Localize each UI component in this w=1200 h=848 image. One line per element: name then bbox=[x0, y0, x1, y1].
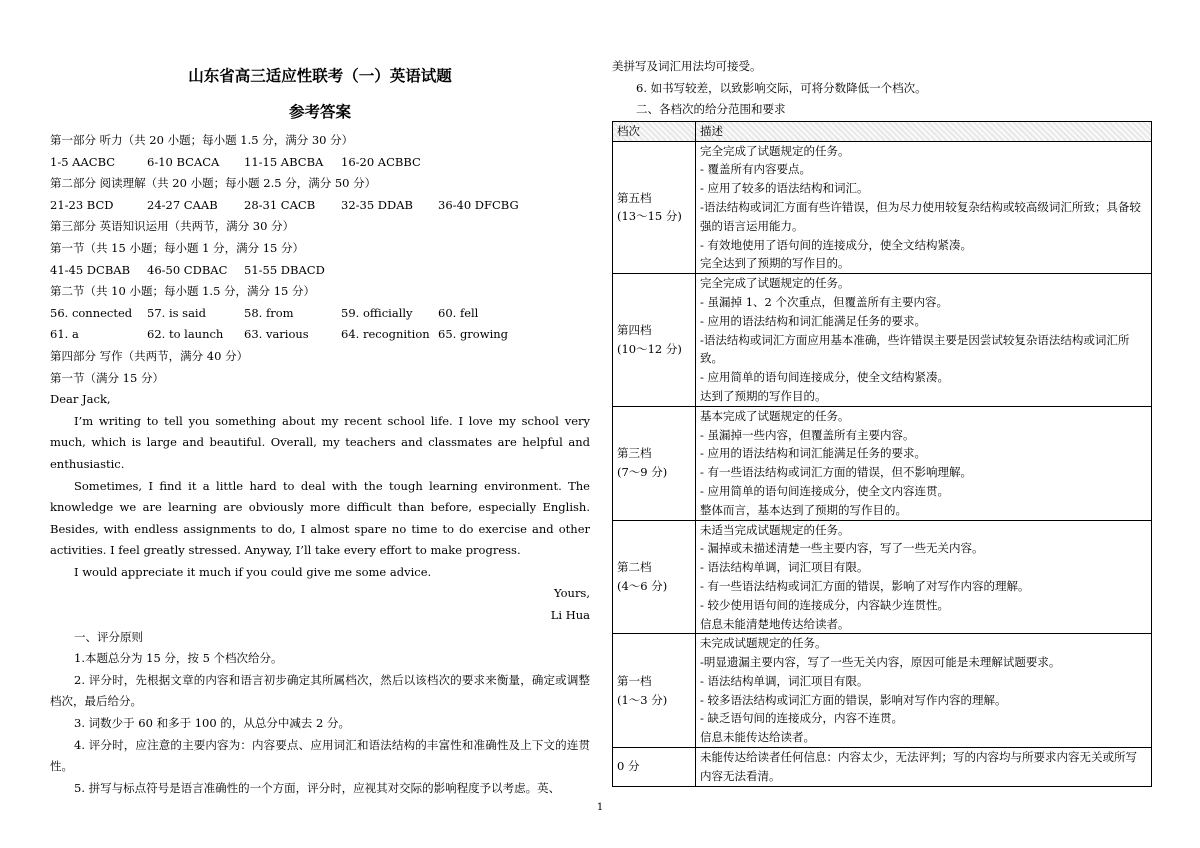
description-line: - 虽漏掉 1、2 个次重点，但覆盖所有主要内容。 bbox=[700, 294, 948, 309]
table-row bbox=[613, 141, 1152, 274]
answer-item: 60. fell bbox=[438, 305, 479, 320]
letter-paragraph: I would appreciate it much if you could give me some advice. bbox=[74, 564, 432, 579]
header-cell-description: 描述 bbox=[696, 121, 1152, 141]
answer-group: 1-5 AACBC bbox=[50, 154, 116, 169]
description-line: 完全达到了预期的写作目的。 bbox=[700, 256, 850, 271]
answer-group: 51-55 DBACD bbox=[244, 262, 325, 277]
level-cell bbox=[613, 520, 696, 634]
description-line: - 应用简单的语句间连接成分，使全文内容连贯。 bbox=[700, 483, 950, 498]
description-line: - 应用了较多的语法结构和词汇。 bbox=[700, 181, 869, 196]
description-cell bbox=[696, 274, 1152, 407]
level-cell bbox=[613, 748, 696, 787]
description-line: 完全完成了试题规定的任务。 bbox=[700, 143, 850, 158]
answer-group: 36-40 DFCBG bbox=[438, 197, 519, 212]
answer-group: 24-27 CAAB bbox=[147, 197, 218, 212]
listening-heading: 第一部分 听力（共 20 小题；每小题 1.5 分，满分 30 分） bbox=[50, 133, 354, 147]
principle-continued: 美拼写及词汇用法均可接受。 bbox=[612, 59, 762, 73]
letter-signature: Li Hua bbox=[550, 608, 590, 623]
principle-item: 2. 评分时，先根据文章的内容和语言初步确定其所属档次，然后以该档次的要求来衡量，确定或调整档次，最后给分。 bbox=[50, 672, 590, 709]
listening-answers bbox=[50, 152, 590, 174]
description-line: - 漏掉或未描述清楚一些主要内容，写了一些无关内容。 bbox=[700, 541, 984, 556]
answer-group: 21-23 BCD bbox=[50, 197, 114, 212]
level-cell bbox=[613, 634, 696, 748]
description-line: 未能传达给读者任何信息：内容太少，无法评判；写的内容均与所要求内容无关或所写内容无法看清。 bbox=[700, 750, 1137, 783]
level-name: 第三档 bbox=[617, 446, 652, 461]
answer-item: 58. from bbox=[244, 305, 294, 320]
section2-row2 bbox=[50, 324, 590, 346]
answer-group: 16-20 ACBBC bbox=[341, 154, 421, 169]
description-cell bbox=[696, 634, 1152, 748]
answer-item: 63. various bbox=[244, 327, 309, 342]
principle-item: 1.本题总分为 15 分，按 5 个档次给分。 bbox=[74, 651, 283, 666]
table-header-row bbox=[613, 121, 1152, 141]
description-line: - 覆盖所有内容要点。 bbox=[700, 162, 812, 177]
level-name: 0 分 bbox=[617, 759, 640, 774]
reading-heading: 第二部分 阅读理解（共 20 小题；每小题 2.5 分，满分 50 分） bbox=[50, 176, 377, 191]
description-line: - 应用的语法结构和词汇能满足任务的要求。 bbox=[700, 446, 927, 461]
table-row bbox=[613, 520, 1152, 634]
page-number: 1 bbox=[596, 802, 604, 813]
answer-item: 65. growing bbox=[438, 327, 509, 342]
description-cell bbox=[696, 520, 1152, 634]
letter-salutation: Dear Jack, bbox=[50, 392, 111, 407]
level-range: (7～9 分) bbox=[617, 465, 668, 480]
description-line: - 应用的语法结构和词汇能满足任务的要求。 bbox=[700, 313, 927, 328]
level-name: 第四档 bbox=[617, 323, 652, 338]
description-line: 信息未能传达给读者。 bbox=[700, 730, 815, 745]
answer-item: 59. officially bbox=[341, 305, 413, 320]
grading-table bbox=[612, 121, 1152, 787]
answer-group: 32-35 DDAB bbox=[341, 197, 414, 212]
description-line: 未适当完成试题规定的任务。 bbox=[700, 522, 850, 537]
section2-row1 bbox=[50, 303, 590, 325]
header-cell-level: 档次 bbox=[613, 121, 696, 141]
level-range: (4～6 分) bbox=[617, 578, 668, 593]
table-row bbox=[613, 406, 1152, 520]
description-line: 完全完成了试题规定的任务。 bbox=[700, 276, 850, 291]
description-line: -语法结构或词汇方面应用基本准确，些许错误主要是因尝试较复杂语法结构或词汇所致。 bbox=[700, 332, 1130, 366]
description-line: 未完成试题规定的任务。 bbox=[700, 636, 827, 651]
table-row bbox=[613, 274, 1152, 407]
answer-group: 6-10 BCACA bbox=[147, 154, 220, 169]
right-column bbox=[612, 56, 1152, 787]
description-line: 信息未能清楚地传达给读者。 bbox=[700, 616, 850, 631]
description-line: - 语法结构单调，词汇项目有限。 bbox=[700, 560, 869, 575]
section2-heading: 第二节（共 10 小题；每小题 1.5 分，满分 15 分） bbox=[50, 284, 315, 299]
answer-item: 56. connected bbox=[50, 305, 133, 320]
description-cell bbox=[696, 141, 1152, 274]
part3-heading: 第三部分 英语知识运用（共两节，满分 30 分） bbox=[50, 219, 295, 234]
section1-answers bbox=[50, 260, 590, 282]
part4-heading: 第四部分 写作（共两节，满分 40 分） bbox=[50, 348, 249, 363]
description-line: 达到了预期的写作目的。 bbox=[700, 388, 827, 403]
description-line: - 较多语法结构或词汇方面的错误，影响对写作内容的理解。 bbox=[700, 692, 1007, 707]
description-line: 基本完成了试题规定的任务。 bbox=[700, 408, 850, 423]
writing1-heading: 第一节（满分 15 分） bbox=[50, 370, 164, 385]
level-name: 第二档 bbox=[617, 560, 652, 575]
principle-item: 4. 评分时，应注意的主要内容为：内容要点、应用词汇和语法结构的丰富性和准确性及上下文的连贯性。 bbox=[50, 737, 590, 774]
level-cell bbox=[613, 406, 696, 520]
principle-item: 5. 拼写与标点符号是语言准确性的一个方面，评分时，应视其对交际的影响程度予以考虑。英、 bbox=[74, 780, 561, 795]
table-row bbox=[613, 748, 1152, 787]
description-line: - 有一些语法结构或词汇方面的错误，但不影响理解。 bbox=[700, 465, 973, 480]
level-name: 第五档 bbox=[617, 190, 652, 205]
section1-heading: 第一节（共 15 小题；每小题 1 分，满分 15 分） bbox=[50, 240, 305, 255]
description-line: - 缺乏语句间的连接成分，内容不连贯。 bbox=[700, 711, 904, 726]
level-cell bbox=[613, 274, 696, 407]
description-line: - 较少使用语句间的连接成分，内容缺少连贯性。 bbox=[700, 597, 950, 612]
table-row bbox=[613, 634, 1152, 748]
letter-paragraph: I’m writing to tell you something about my recent school life. I love my school very much, which is large and beautiful. Overall, my teachers and classmates are helpful and enthusiastic. bbox=[50, 413, 590, 471]
level-range: (13～15 分) bbox=[617, 209, 682, 224]
answer-group: 11-15 ABCBA bbox=[244, 154, 324, 169]
left-column bbox=[50, 60, 590, 799]
reading-answers bbox=[50, 195, 590, 217]
description-cell bbox=[696, 406, 1152, 520]
page-subtitle: 参考答案 bbox=[288, 102, 351, 121]
description-line: -语法结构或词汇方面有些许错误，但为尽力使用较复杂结构或较高级词汇所致；具备较强的语言运用能力。 bbox=[700, 199, 1141, 233]
principles-heading: 一、评分原则 bbox=[74, 629, 143, 644]
page-title: 山东省高三适应性联考（一）英语试题 bbox=[188, 66, 452, 85]
level-cell bbox=[613, 141, 696, 274]
description-line: -明显遗漏主要内容，写了一些无关内容，原因可能是未理解试题要求。 bbox=[700, 655, 1061, 670]
level-range: (10～12 分) bbox=[617, 341, 682, 356]
description-line: - 语法结构单调，词汇项目有限。 bbox=[700, 673, 869, 688]
answer-item: 62. to launch bbox=[147, 327, 224, 342]
description-line: - 应用简单的语句间连接成分，使全文结构紧凑。 bbox=[700, 370, 950, 385]
description-line: - 有效地使用了语句间的连接成分，使全文结构紧凑。 bbox=[700, 237, 973, 252]
answer-group: 46-50 CDBAC bbox=[147, 262, 228, 277]
level-name: 第一档 bbox=[617, 673, 652, 688]
ranges-heading: 二、各档次的给分范围和要求 bbox=[636, 102, 786, 117]
answer-item: 64. recognition bbox=[341, 327, 430, 342]
principle-item: 6. 如书写较差，以致影响交际，可将分数降低一个档次。 bbox=[636, 80, 927, 95]
description-cell bbox=[696, 748, 1152, 787]
answer-item: 57. is said bbox=[147, 305, 206, 320]
description-line: - 虽漏掉一些内容，但覆盖所有主要内容。 bbox=[700, 427, 915, 442]
description-line: - 有一些语法结构或词汇方面的错误，影响了对写作内容的理解。 bbox=[700, 578, 1030, 593]
description-line: 整体而言，基本达到了预期的写作目的。 bbox=[700, 502, 907, 517]
principle-item: 3. 词数少于 60 和多于 100 的，从总分中减去 2 分。 bbox=[74, 716, 350, 731]
level-range: (1～3 分) bbox=[617, 692, 668, 707]
letter-closing: Yours, bbox=[554, 586, 590, 601]
answer-item: 61. a bbox=[50, 327, 79, 342]
answer-group: 41-45 DCBAB bbox=[50, 262, 131, 277]
letter-paragraph: Sometimes, I find it a little hard to deal with the tough learning environment. The knowledge we are learning are obviously more difficult than before, especially English. Besides, with endless assignments to do, I almost spare no time to do exercise and other activities. I feel greatly stressed. Anyway, I’ll take every effort to make progress. bbox=[50, 478, 590, 558]
answer-group: 28-31 CACB bbox=[244, 197, 316, 212]
